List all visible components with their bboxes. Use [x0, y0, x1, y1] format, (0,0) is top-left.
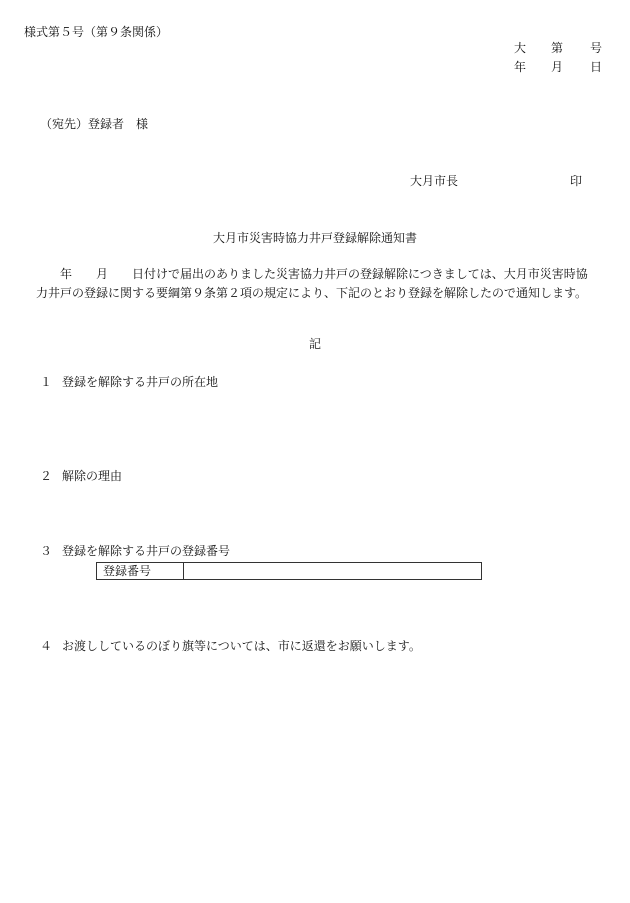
date-month: 月: [551, 60, 564, 74]
item-number: ３: [40, 544, 53, 558]
item-number: １: [40, 375, 53, 389]
document-number-suffix: 号: [590, 41, 603, 55]
body-text-line-1: 年 月 日付けで届出のありました災害協力井戸の登録解除につきましては、大月市災害時協: [60, 267, 588, 281]
date-year: 年: [514, 60, 527, 74]
body-text-line-2: 力井戸の登録に関する要綱第９条第２項の規定により、下記のとおり登録を解除したので通知します。: [36, 286, 588, 300]
ki-heading: 記: [308, 337, 321, 351]
list-item: [40, 545, 230, 557]
document-number-line: [514, 42, 606, 56]
registration-number-table: [96, 562, 482, 580]
document-number-mid: 第: [551, 41, 564, 55]
document-date-line: [514, 61, 606, 75]
sender-mayor: 大月市長: [410, 174, 459, 188]
document-number-prefix: 大: [514, 41, 527, 55]
item-number: ２: [40, 469, 53, 483]
document-title: 大月市災害時協力井戸登録解除通知書: [212, 231, 417, 245]
item-text: 登録を解除する井戸の登録番号: [62, 544, 231, 558]
addressee: （宛先）登録者 様: [40, 117, 149, 131]
list-item: [40, 640, 421, 652]
item-text: 解除の理由: [62, 469, 123, 483]
item-number: ４: [40, 639, 53, 653]
registration-number-label: 登録番号: [97, 563, 184, 579]
list-item: [40, 470, 122, 482]
form-number: 様式第５号（第９条関係）: [24, 25, 169, 39]
item-text: 登録を解除する井戸の所在地: [62, 375, 219, 389]
registration-number-value[interactable]: [184, 563, 481, 579]
list-item: [40, 376, 218, 388]
date-day: 日: [590, 60, 603, 74]
seal-mark: 印: [570, 174, 583, 188]
item-text: お渡ししているのぼり旗等については、市に返還をお願いします。: [62, 639, 421, 653]
